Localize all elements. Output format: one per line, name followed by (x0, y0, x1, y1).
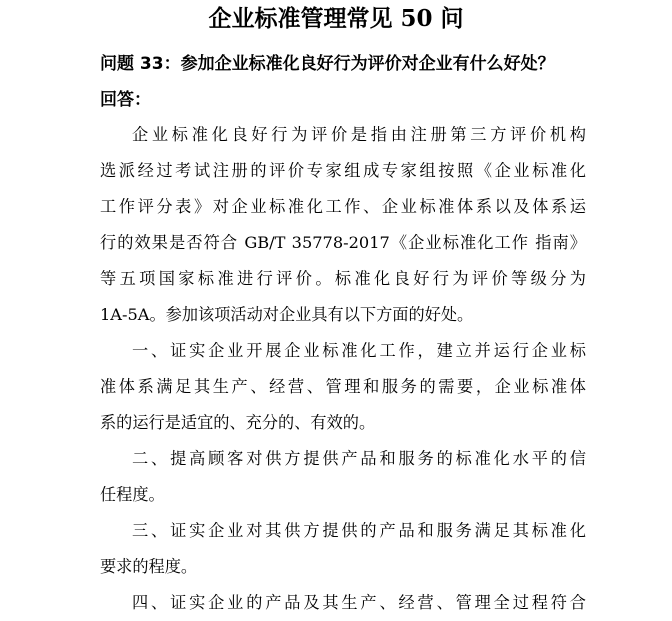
document-title: 企业标准管理常见 50 问 (208, 5, 464, 32)
paragraph-line: 四、证实企业的产品及其生产、经营、管理全过程符合 (132, 593, 586, 612)
paragraph-line: 二、提高顾客对供方提供产品和服务的标准化水平的信 (132, 449, 586, 468)
paragraph-line: 1A-5A。参加该项活动对企业具有以下方面的好处。 (100, 305, 474, 324)
paragraph-benefit-1 (100, 333, 586, 441)
paragraph-line: 行的效果是否符合 GB/T 35778-2017《企业标准化工作 指南》 (100, 233, 586, 252)
paragraph-benefit-2 (100, 441, 586, 513)
question-heading: 问题 33：参加企业标准化良好行为评价对企业有什么好处？ (100, 54, 555, 74)
paragraph-line: 一、证实企业开展企业标准化工作，建立并运行企业标 (132, 341, 586, 360)
paragraph-line: 系的运行是适宜的、充分的、有效的。 (100, 413, 376, 432)
paragraph-line: 等五项国家标准进行评价。标准化良好行为评价等级分为 (100, 269, 586, 288)
paragraph-line: 选派经过考试注册的评价专家组成专家组按照《企业标准化 (100, 161, 586, 180)
paragraph-line: 要求的程度。 (100, 557, 198, 576)
answer-label: 回答： (100, 90, 151, 110)
paragraph-line: 任程度。 (100, 485, 165, 504)
paragraph-line: 准体系满足其生产、经营、管理和服务的需要，企业标准体 (100, 377, 586, 396)
paragraph-line: 企业标准化良好行为评价是指由注册第三方评价机构 (132, 125, 586, 144)
paragraph-definition (100, 117, 586, 333)
paragraph-benefit-4 (100, 585, 586, 621)
paragraph-line: 三、证实企业对其供方提供的产品和服务满足其标准化 (132, 521, 586, 540)
paragraph-line: 工作评分表》对企业标准化工作、企业标准体系以及体系运 (100, 197, 586, 216)
paragraph-benefit-3 (100, 513, 586, 585)
